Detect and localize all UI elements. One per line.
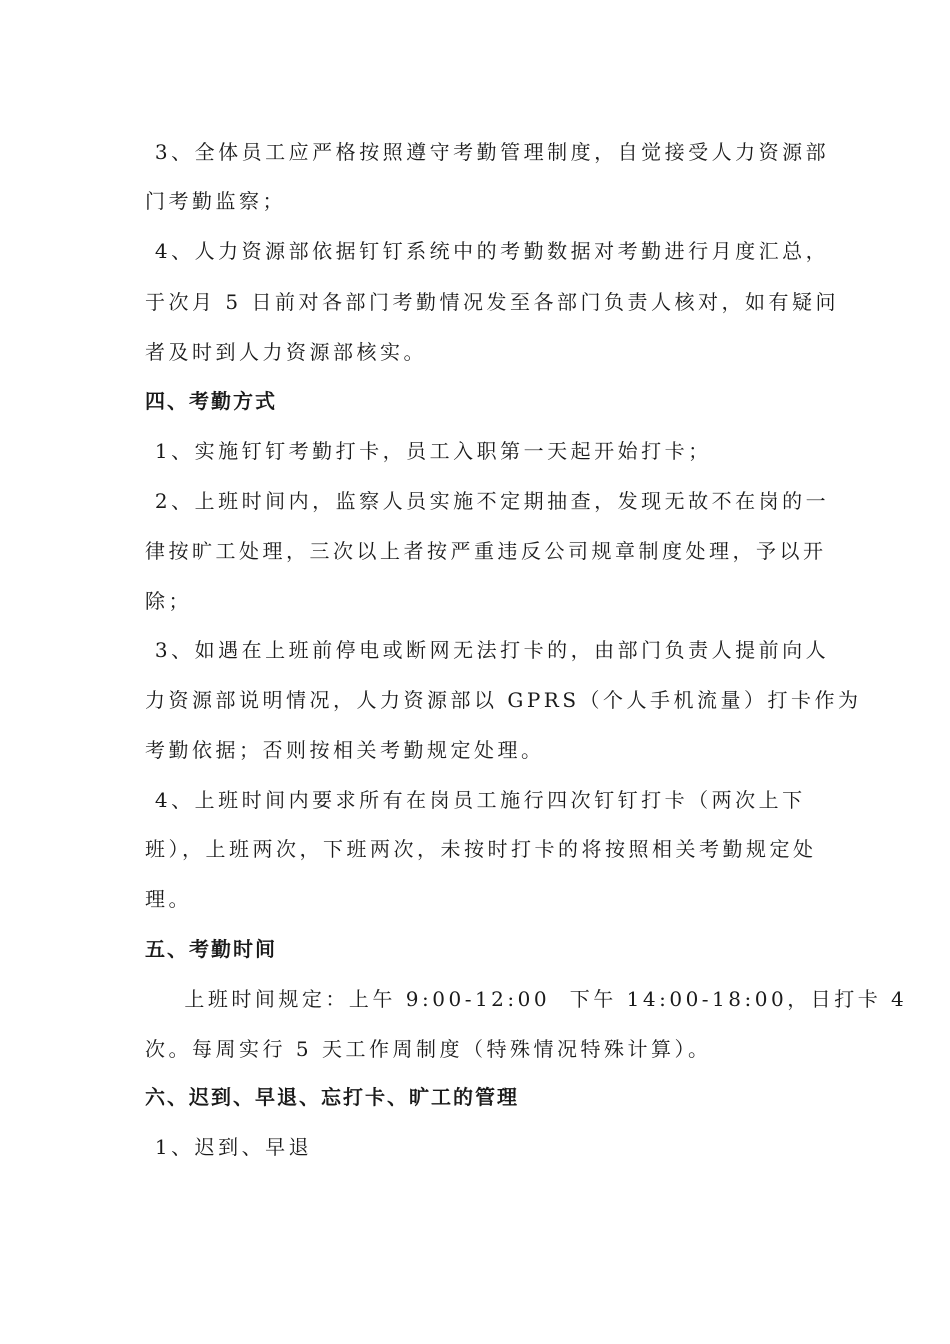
paragraph-line: 于次月 5 日前对各部门考勤情况发至各部门负责人核对，如有疑问 bbox=[145, 290, 839, 314]
section-heading: 六、迟到、早退、忘打卡、旷工的管理 bbox=[145, 1085, 519, 1109]
paragraph-line: 4、上班时间内要求所有在岗员工施行四次钉钉打卡（两次上下 bbox=[145, 788, 806, 812]
paragraph-line: 考勤依据；否则按相关考勤规定处理。 bbox=[145, 738, 545, 762]
paragraph-line: 理。 bbox=[145, 887, 192, 911]
paragraph-line: 1、实施钉钉考勤打卡，员工入职第一天起开始打卡； bbox=[145, 439, 712, 463]
paragraph-line: 班），上班两次，下班两次，未按时打卡的将按照相关考勤规定处 bbox=[145, 837, 817, 861]
paragraph-line: 1、迟到、早退 bbox=[145, 1135, 313, 1159]
paragraph-line: 上班时间规定：上午 9:00-12:00 下午 14:00-18:00，日打卡 4 bbox=[145, 987, 908, 1011]
paragraph-line: 次。每周实行 5 天工作周制度（特殊情况特殊计算）。 bbox=[145, 1037, 712, 1061]
paragraph-line: 力资源部说明情况，人力资源部以 GPRS（个人手机流量）打卡作为 bbox=[145, 688, 862, 712]
paragraph-line: 4、人力资源部依据钉钉系统中的考勤数据对考勤进行月度汇总， bbox=[145, 239, 830, 263]
paragraph-line: 门考勤监察； bbox=[145, 189, 286, 213]
paragraph-line: 3、全体员工应严格按照遵守考勤管理制度，自觉接受人力资源部 bbox=[145, 140, 830, 164]
section-heading: 五、考勤时间 bbox=[145, 937, 277, 961]
paragraph-line: 者及时到人力资源部核实。 bbox=[145, 340, 427, 364]
paragraph-line: 律按旷工处理，三次以上者按严重违反公司规章制度处理，予以开 bbox=[145, 539, 827, 563]
paragraph-line: 3、如遇在上班前停电或断网无法打卡的，由部门负责人提前向人 bbox=[145, 638, 830, 662]
section-heading: 四、考勤方式 bbox=[145, 389, 277, 413]
paragraph-line: 2、上班时间内，监察人员实施不定期抽查，发现无故不在岗的一 bbox=[145, 489, 830, 513]
paragraph-line: 除； bbox=[145, 589, 192, 613]
